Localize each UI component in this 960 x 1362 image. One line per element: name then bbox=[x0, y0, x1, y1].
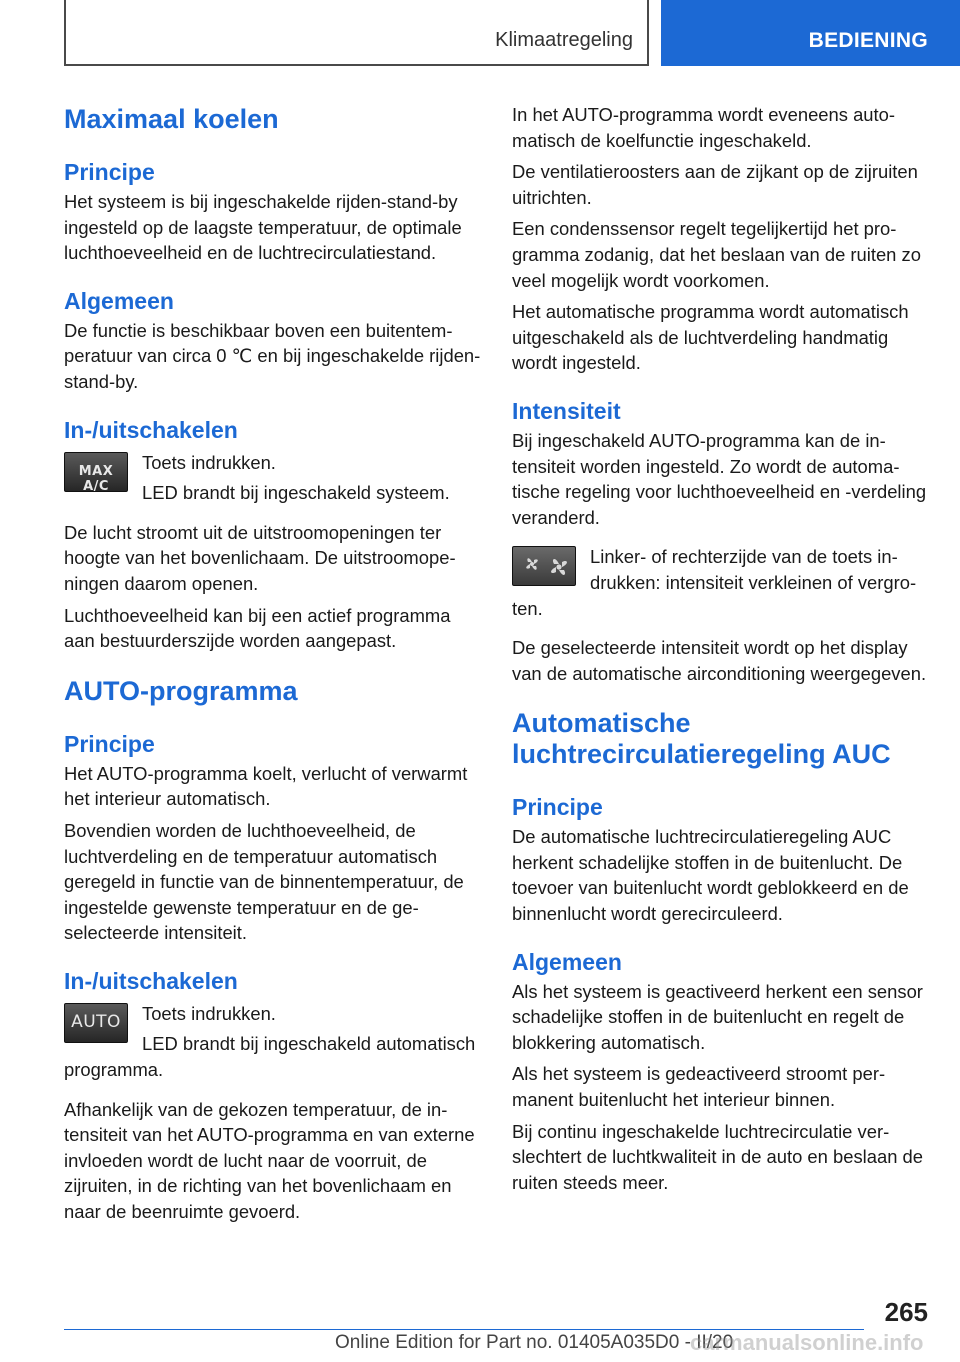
text-key-fan: Linker- of rechterzijde van de toets indrukken: intensiteit verkleinen of vergroten. bbox=[512, 546, 917, 619]
page-header bbox=[0, 0, 960, 66]
text-algemeen-3b: Als het systeem is gedeactiveerd stroomt permanent buitenlucht het interieur binnen. bbox=[512, 1063, 886, 1111]
text-luchthoeveelheid: Luchthoeveelheid kan bij een actief programma aan bestuurderszijde worden aangepast. bbox=[64, 604, 451, 652]
heading-principe-3: Principe bbox=[512, 794, 603, 821]
text-algemeen-3a: Als het systeem is geactiveerd herkent een sensor schadelijke stoffen in de buitenlucht en regelt de blokkering automatisch. bbox=[512, 980, 923, 1053]
text-key-max-ac-led: LED brandt bij ingeschakeld systeem. bbox=[142, 482, 450, 504]
max-ac-button-icon: MAX A/C bbox=[64, 452, 128, 492]
fan-icon bbox=[513, 547, 576, 586]
key-row-fan bbox=[512, 544, 932, 621]
text-principe-3: De automatische luchtrecirculatieregeling AUC herkent schadelijke stoffen in de buitenlucht. De toevoer van buitenlucht wordt geblokkeerd en de binnenlucht wordt gerecirculeerd. bbox=[512, 826, 909, 925]
heading-algemeen-1: Algemeen bbox=[64, 287, 174, 314]
text-ventilatieroosters: De ventilatieroosters aan de zijkant op de zijruiten uitrichten. bbox=[512, 161, 918, 208]
right-column bbox=[512, 100, 932, 1195]
left-column bbox=[64, 100, 484, 1225]
heading-inuitschakelen-1: In-/uitschakelen bbox=[64, 416, 238, 443]
footer-edition: Online Edition for Part no. 01405A035D0 - II/20 bbox=[335, 1332, 734, 1353]
text-intensiteit: Bij ingeschakeld AUTO-programma kan de intensiteit worden ingesteld. Zo wordt de automatische regeling voor luchthoeveelheid en -verdeling veranderd. bbox=[512, 429, 927, 528]
heading-maximaal-koelen: Maximaal koelen bbox=[64, 104, 279, 134]
text-key-auto-led: LED brandt bij ingeschakeld automatisch programma. bbox=[64, 1033, 476, 1081]
heading-intensiteit: Intensiteit bbox=[512, 397, 621, 424]
text-geselecteerde-intensiteit: De geselecteerde intensiteit wordt op het display van de automatische airconditioning weergegeven. bbox=[512, 637, 927, 684]
text-afhankelijk: Afhankelijk van de gekozen temperatuur, de intensiteit van het AUTO-programma en van externe invloeden wordt de lucht naar de voorruit, de zijruiten, in de richting van het bovenlichaam en naar de beenruimte gevoerd. bbox=[64, 1098, 475, 1223]
key-row-max-ac bbox=[64, 450, 484, 506]
text-key-max-ac-press: Toets indrukken. bbox=[142, 451, 276, 473]
auto-button-icon: AUTO bbox=[64, 1003, 128, 1043]
text-principe-2b: Bovendien worden de luchthoeveelheid, de luchtverdeling en de temperatuur automatisch geregeld in functie van de binnentemperatuur, de ingestelde gewenste temperatuur en de geselecteerde intensiteit. bbox=[64, 819, 464, 944]
heading-principe-2: Principe bbox=[64, 730, 155, 757]
text-algemeen-1: De functie is beschikbaar boven een buitentemperatuur van circa 0 ℃ en bij ingeschakelde rijden-stand-by. bbox=[64, 319, 481, 392]
heading-principe-1: Principe bbox=[64, 159, 155, 185]
fan-intensity-button-icon bbox=[512, 546, 576, 586]
text-algemeen-3c: Bij continu ingeschakelde luchtrecirculatie verslechtert de luchtkwaliteit in de auto en beslaan de ruiten steeds meer. bbox=[512, 1120, 923, 1193]
heading-auc: Automatische luchtrecirculatieregeling AUC bbox=[512, 708, 891, 770]
chapter-tab bbox=[64, 0, 649, 66]
page-number: 265 bbox=[884, 1297, 928, 1327]
heading-auto-programma: AUTO-programma bbox=[64, 675, 298, 706]
text-principe-1: Het systeem is bij ingeschakelde rijden-stand-by ingesteld op de laagste temperatuur, de optimale luchthoeveelheid en de luchtrecirculatiestand. bbox=[64, 191, 462, 264]
text-automatisch-uit: Het automatische programma wordt automatisch uitgeschakeld als de luchtverdeling handmatig wordt ingesteld. bbox=[512, 301, 909, 374]
text-condenssensor: Een condenssensor regelt tegelijkertijd het programma zodanig, dat het beslaan van de ruiten zo veel mogelijk wordt voorkomen. bbox=[512, 218, 921, 291]
watermark: carmanualsonline.info bbox=[690, 1330, 924, 1355]
heading-algemeen-3: Algemeen bbox=[512, 948, 622, 975]
text-key-auto-press: Toets indrukken. bbox=[142, 1002, 276, 1024]
text-principe-2a: Het AUTO-programma koelt, verlucht of verwarmt het interieur automatisch. bbox=[64, 762, 468, 810]
text-auto-koelfunctie: In het AUTO-programma wordt eveneens automatisch de koelfunctie ingeschakeld. bbox=[512, 104, 895, 151]
section-tab bbox=[661, 0, 960, 66]
key-row-auto bbox=[64, 1001, 484, 1083]
heading-inuitschakelen-2: In-/uitschakelen bbox=[64, 967, 238, 994]
chapter-title: Klimaatregeling bbox=[495, 29, 633, 51]
text-lucht-stroomt: De lucht stroomt uit de uitstroomopeningen ter hoogte van het bovenlichaam. De uitstroomopeningen daarom openen. bbox=[64, 521, 456, 594]
section-title: BEDIENING bbox=[808, 29, 928, 52]
